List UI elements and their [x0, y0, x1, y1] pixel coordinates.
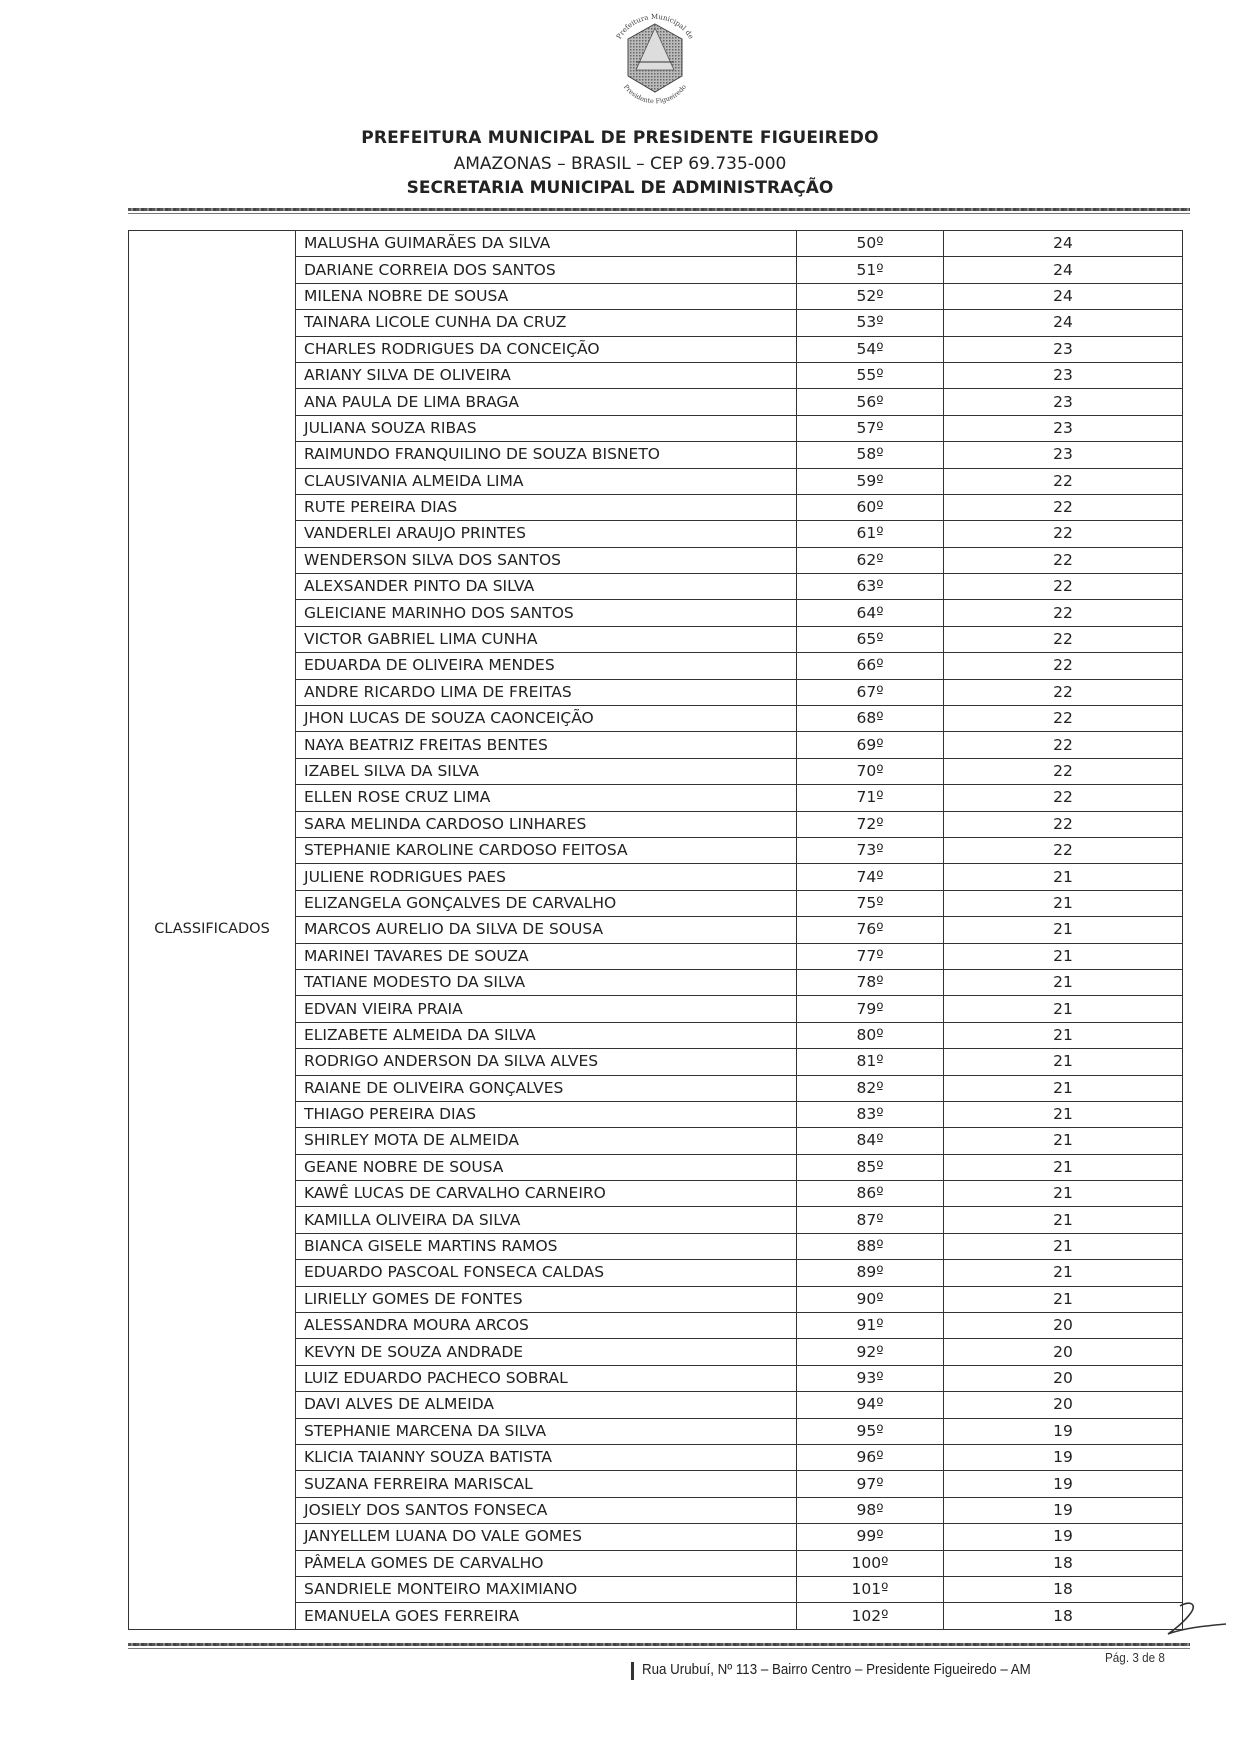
candidate-score: 21: [944, 1154, 1183, 1180]
candidate-score: 23: [944, 336, 1183, 362]
candidate-score: 24: [944, 283, 1183, 309]
candidate-name: EDUARDA DE OLIVEIRA MENDES: [296, 653, 797, 679]
candidate-name: RAIMUNDO FRANQUILINO DE SOUZA BISNETO: [296, 442, 797, 468]
table-row: [129, 231, 1183, 257]
candidate-name: MARINEI TAVARES DE SOUZA: [296, 943, 797, 969]
candidate-position: 54º: [797, 336, 944, 362]
candidate-position: 75º: [797, 890, 944, 916]
candidate-position: 83º: [797, 1101, 944, 1127]
candidate-position: 85º: [797, 1154, 944, 1180]
header-title: PREFEITURA MUNICIPAL DE PRESIDENTE FIGUEIREDO: [361, 128, 879, 148]
candidate-name: GEANE NOBRE DE SOUSA: [296, 1154, 797, 1180]
handwritten-initial: [1160, 1598, 1230, 1638]
candidate-name: BIANCA GISELE MARTINS RAMOS: [296, 1233, 797, 1259]
candidate-name: PÂMELA GOMES DE CARVALHO: [296, 1550, 797, 1576]
candidate-score: 21: [944, 1075, 1183, 1101]
candidate-name: JANYELLEM LUANA DO VALE GOMES: [296, 1524, 797, 1550]
candidate-position: 78º: [797, 969, 944, 995]
candidate-score: 19: [944, 1444, 1183, 1470]
candidate-position: 94º: [797, 1392, 944, 1418]
candidate-position: 51º: [797, 257, 944, 283]
candidate-position: 96º: [797, 1444, 944, 1470]
candidate-score: 24: [944, 310, 1183, 336]
page-number: Pág. 3 de 8: [1105, 1650, 1165, 1665]
candidate-name: SARA MELINDA CARDOSO LINHARES: [296, 811, 797, 837]
candidate-name: DARIANE CORREIA DOS SANTOS: [296, 257, 797, 283]
candidate-name: NAYA BEATRIZ FREITAS BENTES: [296, 732, 797, 758]
candidate-name: SHIRLEY MOTA DE ALMEIDA: [296, 1128, 797, 1154]
candidate-position: 93º: [797, 1365, 944, 1391]
candidate-name: SANDRIELE MONTEIRO MAXIMIANO: [296, 1576, 797, 1602]
candidate-name: CHARLES RODRIGUES DA CONCEIÇÃO: [296, 336, 797, 362]
candidate-score: 22: [944, 811, 1183, 837]
candidate-name: RUTE PEREIRA DIAS: [296, 494, 797, 520]
candidate-score: 21: [944, 1128, 1183, 1154]
candidate-score: 21: [944, 996, 1183, 1022]
candidate-name: TATIANE MODESTO DA SILVA: [296, 969, 797, 995]
candidate-position: 63º: [797, 574, 944, 600]
candidate-name: IZABEL SILVA DA SILVA: [296, 758, 797, 784]
candidate-score: 21: [944, 1207, 1183, 1233]
candidate-name: JULIENE RODRIGUES PAES: [296, 864, 797, 890]
candidate-position: 100º: [797, 1550, 944, 1576]
candidate-position: 57º: [797, 415, 944, 441]
candidate-score: 21: [944, 890, 1183, 916]
candidate-position: 64º: [797, 600, 944, 626]
candidate-position: 91º: [797, 1313, 944, 1339]
candidate-score: 21: [944, 917, 1183, 943]
candidate-score: 21: [944, 864, 1183, 890]
candidate-position: 89º: [797, 1260, 944, 1286]
candidate-name: ELIZABETE ALMEIDA DA SILVA: [296, 1022, 797, 1048]
candidate-position: 72º: [797, 811, 944, 837]
candidate-name: LUIZ EDUARDO PACHECO SOBRAL: [296, 1365, 797, 1391]
candidate-score: 21: [944, 969, 1183, 995]
candidate-name: MARCOS AURELIO DA SILVA DE SOUSA: [296, 917, 797, 943]
candidate-score: 22: [944, 468, 1183, 494]
candidate-score: 21: [944, 943, 1183, 969]
candidate-score: 18: [944, 1603, 1183, 1629]
candidate-name: GLEICIANE MARINHO DOS SANTOS: [296, 600, 797, 626]
candidate-name: ELLEN ROSE CRUZ LIMA: [296, 785, 797, 811]
candidate-name: ANDRE RICARDO LIMA DE FREITAS: [296, 679, 797, 705]
candidate-score: 23: [944, 415, 1183, 441]
candidate-name: STEPHANIE KAROLINE CARDOSO FEITOSA: [296, 837, 797, 863]
candidate-score: 21: [944, 1286, 1183, 1312]
candidate-position: 67º: [797, 679, 944, 705]
candidate-position: 50º: [797, 231, 944, 257]
candidate-score: 22: [944, 626, 1183, 652]
candidate-position: 98º: [797, 1497, 944, 1523]
candidate-position: 62º: [797, 547, 944, 573]
candidate-name: JOSIELY DOS SANTOS FONSECA: [296, 1497, 797, 1523]
footer-divider: [128, 1643, 1190, 1646]
candidate-score: 22: [944, 494, 1183, 520]
candidate-position: 73º: [797, 837, 944, 863]
candidate-score: 20: [944, 1392, 1183, 1418]
candidate-position: 86º: [797, 1181, 944, 1207]
candidate-position: 74º: [797, 864, 944, 890]
candidate-position: 52º: [797, 283, 944, 309]
candidate-name: RODRIGO ANDERSON DA SILVA ALVES: [296, 1049, 797, 1075]
candidate-score: 23: [944, 389, 1183, 415]
candidate-name: MILENA NOBRE DE SOUSA: [296, 283, 797, 309]
candidate-name: ALESSANDRA MOURA ARCOS: [296, 1313, 797, 1339]
candidate-score: 22: [944, 785, 1183, 811]
seal-text-bottom: Presidente Figueiredo: [621, 82, 689, 106]
candidate-name: STEPHANIE MARCENA DA SILVA: [296, 1418, 797, 1444]
candidate-position: 53º: [797, 310, 944, 336]
candidate-name: ALEXSANDER PINTO DA SILVA: [296, 574, 797, 600]
header-department: SECRETARIA MUNICIPAL DE ADMINISTRAÇÃO: [406, 178, 834, 198]
candidate-position: 58º: [797, 442, 944, 468]
candidate-position: 97º: [797, 1471, 944, 1497]
candidate-score: 24: [944, 231, 1183, 257]
candidate-score: 23: [944, 442, 1183, 468]
candidate-score: 22: [944, 758, 1183, 784]
footer-address: Rua Urubuí, Nº 113 – Bairro Centro – Presidente Figueiredo – AM: [642, 1662, 1031, 1678]
candidate-name: EDVAN VIEIRA PRAIA: [296, 996, 797, 1022]
candidate-name: TAINARA LICOLE CUNHA DA CRUZ: [296, 310, 797, 336]
candidate-name: KEVYN DE SOUZA ANDRADE: [296, 1339, 797, 1365]
candidate-position: 69º: [797, 732, 944, 758]
candidate-name: DAVI ALVES DE ALMEIDA: [296, 1392, 797, 1418]
candidate-name: KLICIA TAIANNY SOUZA BATISTA: [296, 1444, 797, 1470]
candidate-position: 99º: [797, 1524, 944, 1550]
candidate-score: 19: [944, 1418, 1183, 1444]
footer-divider-thin: [128, 1648, 1190, 1649]
seal-text-top: Prefeitura Municipal de: [614, 12, 696, 41]
candidate-score: 21: [944, 1049, 1183, 1075]
candidate-position: 56º: [797, 389, 944, 415]
candidate-name: WENDERSON SILVA DOS SANTOS: [296, 547, 797, 573]
candidate-position: 60º: [797, 494, 944, 520]
candidate-name: KAMILLA OLIVEIRA DA SILVA: [296, 1207, 797, 1233]
candidate-position: 81º: [797, 1049, 944, 1075]
candidate-score: 22: [944, 837, 1183, 863]
candidate-position: 102º: [797, 1603, 944, 1629]
candidate-score: 19: [944, 1497, 1183, 1523]
candidate-name: LIRIELLY GOMES DE FONTES: [296, 1286, 797, 1312]
classification-table: [128, 230, 1183, 1630]
candidate-score: 24: [944, 257, 1183, 283]
candidate-position: 66º: [797, 653, 944, 679]
candidate-score: 22: [944, 706, 1183, 732]
candidate-position: 77º: [797, 943, 944, 969]
candidate-position: 88º: [797, 1233, 944, 1259]
candidate-name: KAWÊ LUCAS DE CARVALHO CARNEIRO: [296, 1181, 797, 1207]
candidate-score: 23: [944, 362, 1183, 388]
candidate-name: RAIANE DE OLIVEIRA GONÇALVES: [296, 1075, 797, 1101]
candidate-position: 70º: [797, 758, 944, 784]
candidate-position: 68º: [797, 706, 944, 732]
candidate-position: 101º: [797, 1576, 944, 1602]
candidate-position: 71º: [797, 785, 944, 811]
candidate-score: 21: [944, 1101, 1183, 1127]
candidate-score: 18: [944, 1550, 1183, 1576]
candidate-name: ANA PAULA DE LIMA BRAGA: [296, 389, 797, 415]
header-subtitle: AMAZONAS – BRASIL – CEP 69.735-000: [453, 154, 787, 174]
candidate-score: 20: [944, 1365, 1183, 1391]
candidate-position: 92º: [797, 1339, 944, 1365]
candidate-name: SUZANA FERREIRA MARISCAL: [296, 1471, 797, 1497]
candidate-name: JHON LUCAS DE SOUZA CAONCEIÇÃO: [296, 706, 797, 732]
candidate-name: VANDERLEI ARAUJO PRINTES: [296, 521, 797, 547]
candidate-name: ELIZANGELA GONÇALVES DE CARVALHO: [296, 890, 797, 916]
candidate-name: VICTOR GABRIEL LIMA CUNHA: [296, 626, 797, 652]
candidate-score: 22: [944, 732, 1183, 758]
candidate-name: ARIANY SILVA DE OLIVEIRA: [296, 362, 797, 388]
candidate-score: 22: [944, 679, 1183, 705]
candidate-score: 19: [944, 1524, 1183, 1550]
candidate-position: 65º: [797, 626, 944, 652]
candidate-name: CLAUSIVANIA ALMEIDA LIMA: [296, 468, 797, 494]
candidate-name: EDUARDO PASCOAL FONSECA CALDAS: [296, 1260, 797, 1286]
candidate-position: 79º: [797, 996, 944, 1022]
header-divider: [128, 208, 1190, 211]
candidate-name: EMANUELA GOES FERREIRA: [296, 1603, 797, 1629]
candidate-score: 20: [944, 1313, 1183, 1339]
candidate-score: 22: [944, 521, 1183, 547]
candidate-position: 61º: [797, 521, 944, 547]
candidate-name: THIAGO PEREIRA DIAS: [296, 1101, 797, 1127]
candidate-position: 82º: [797, 1075, 944, 1101]
municipal-seal-logo: [600, 4, 710, 114]
header-divider-thin: [128, 213, 1190, 214]
candidate-score: 22: [944, 600, 1183, 626]
candidate-position: 87º: [797, 1207, 944, 1233]
candidate-score: 18: [944, 1576, 1183, 1602]
candidate-score: 21: [944, 1260, 1183, 1286]
candidate-score: 22: [944, 547, 1183, 573]
candidate-position: 84º: [797, 1128, 944, 1154]
candidate-score: 21: [944, 1233, 1183, 1259]
footer-marker: [631, 1662, 634, 1680]
group-label: CLASSIFICADOS: [129, 231, 296, 1630]
candidate-score: 19: [944, 1471, 1183, 1497]
candidate-position: 55º: [797, 362, 944, 388]
candidate-score: 22: [944, 653, 1183, 679]
candidate-position: 90º: [797, 1286, 944, 1312]
candidate-score: 20: [944, 1339, 1183, 1365]
candidate-name: JULIANA SOUZA RIBAS: [296, 415, 797, 441]
candidate-score: 22: [944, 574, 1183, 600]
candidate-position: 95º: [797, 1418, 944, 1444]
candidate-score: 21: [944, 1022, 1183, 1048]
candidate-name: MALUSHA GUIMARÃES DA SILVA: [296, 231, 797, 257]
candidate-position: 80º: [797, 1022, 944, 1048]
candidate-score: 21: [944, 1181, 1183, 1207]
candidate-position: 76º: [797, 917, 944, 943]
candidate-position: 59º: [797, 468, 944, 494]
